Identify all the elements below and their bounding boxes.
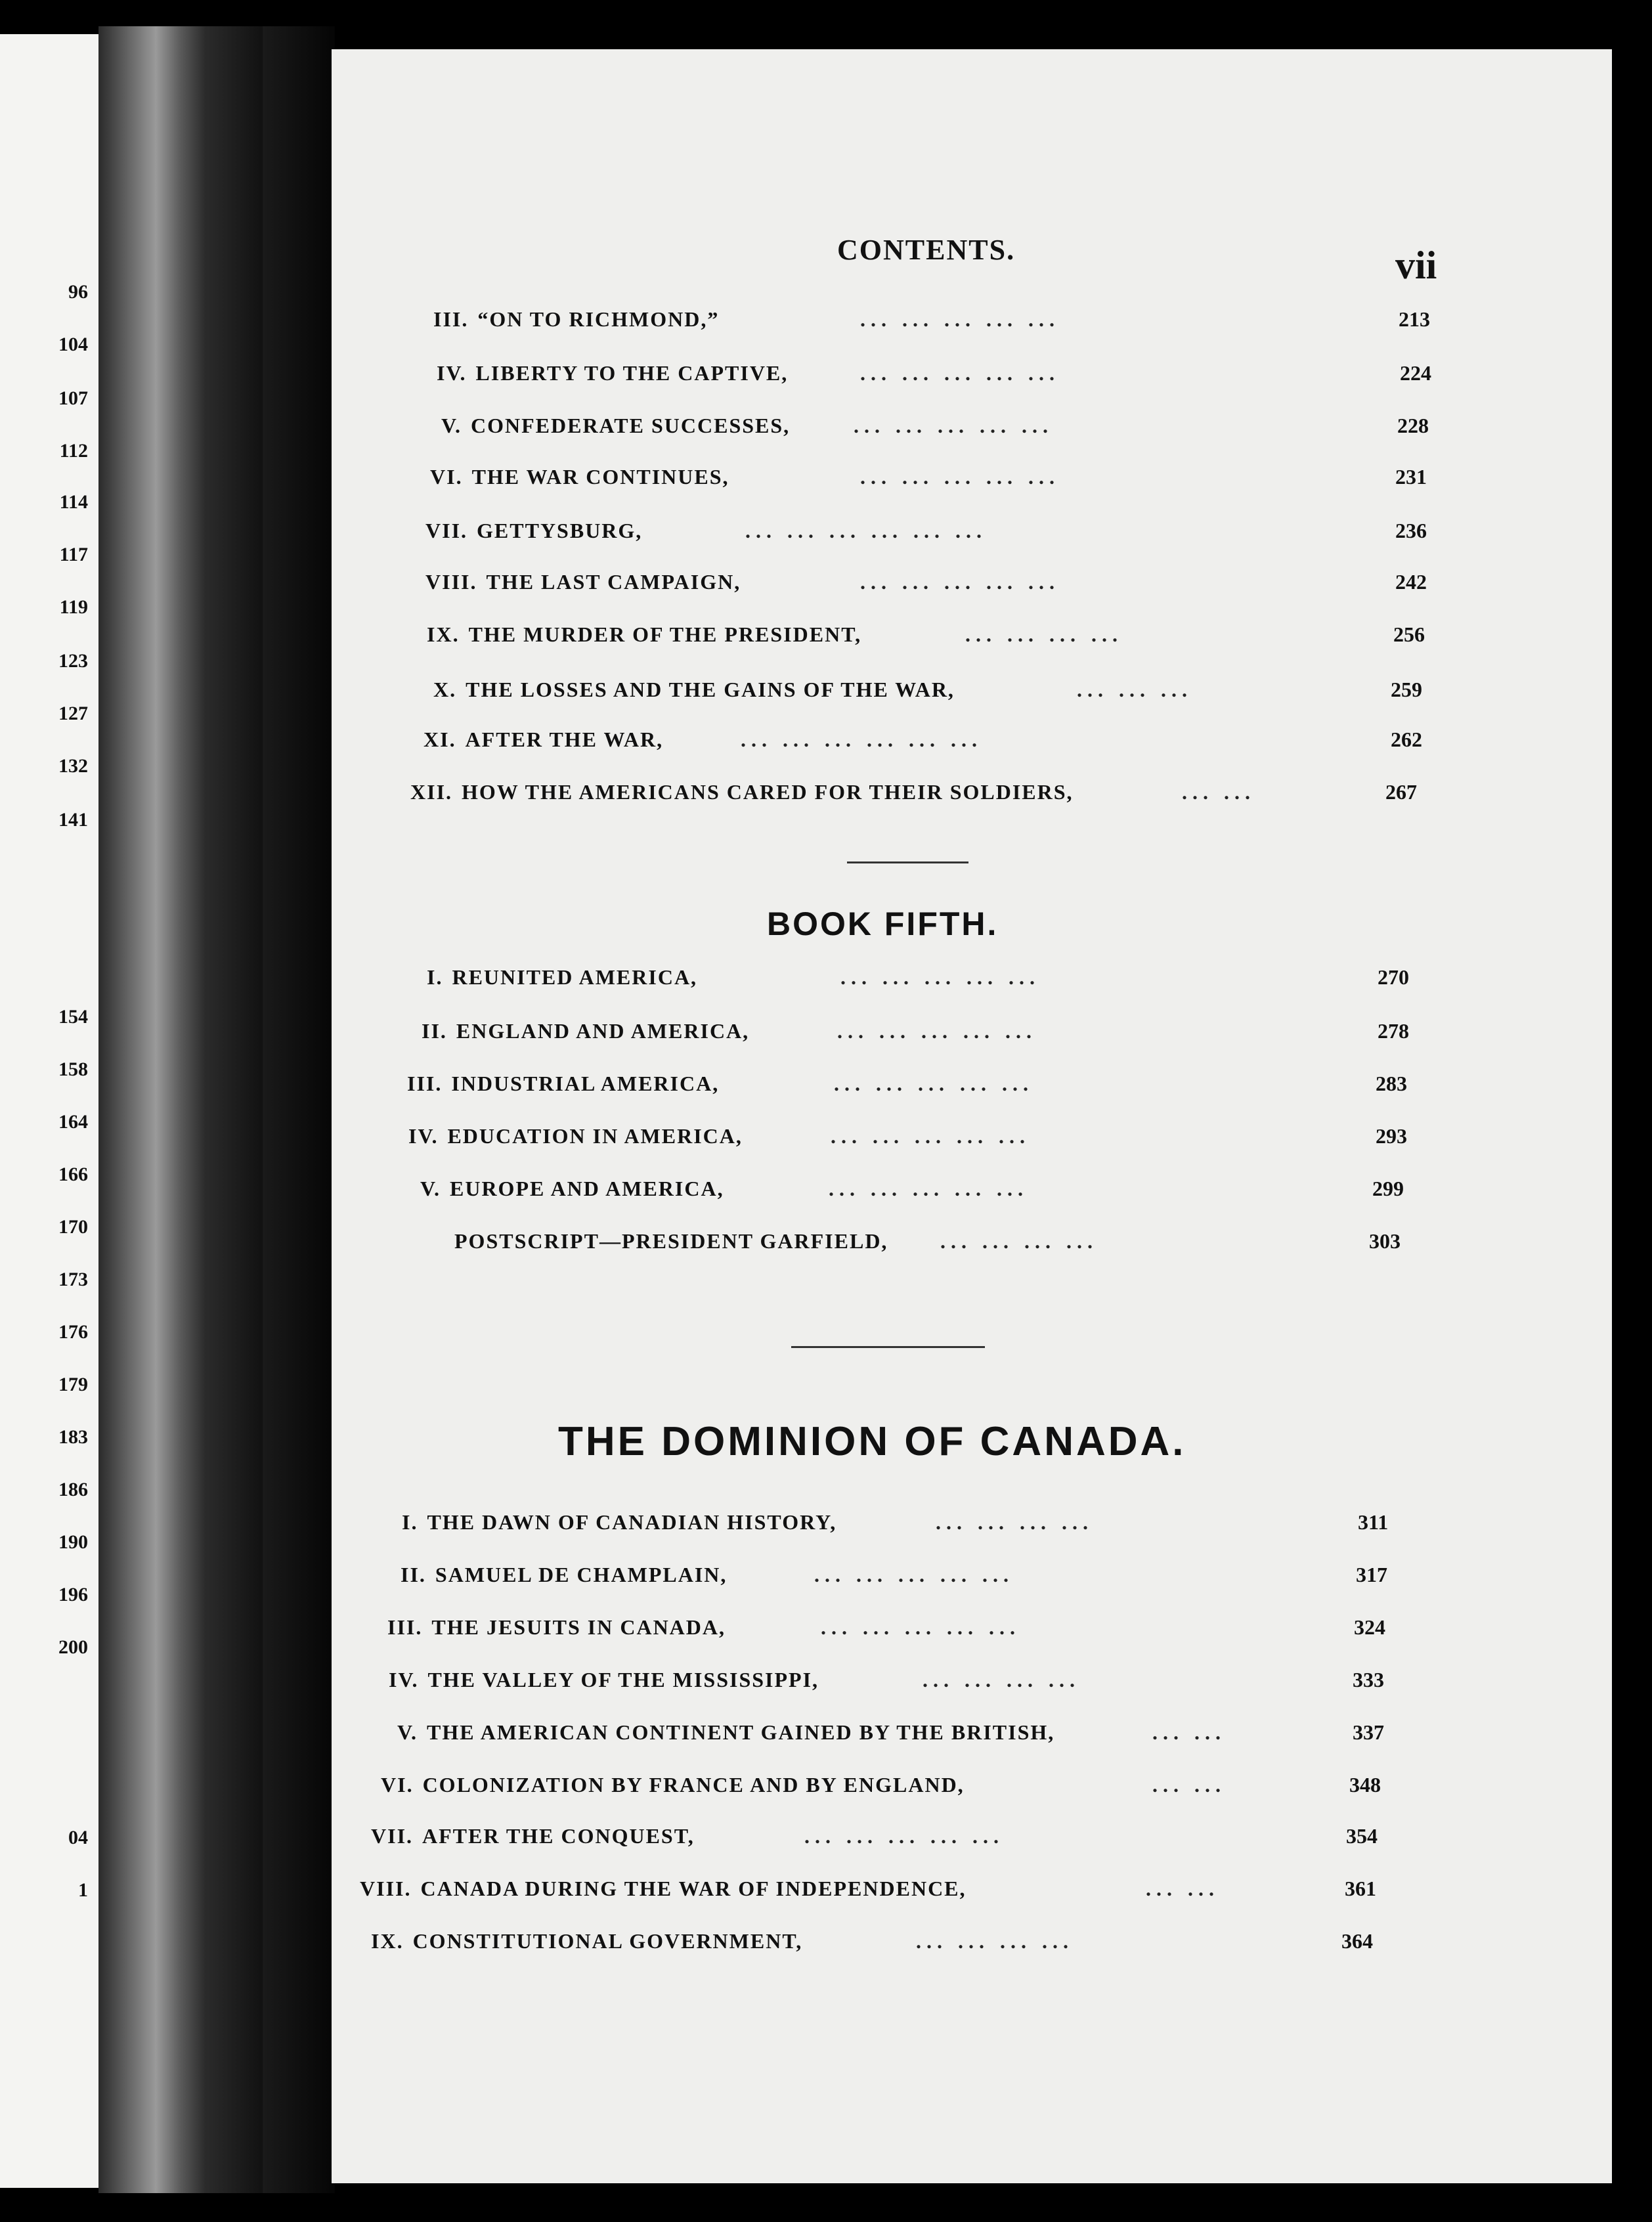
- toc-entry-title: [371, 1929, 802, 1953]
- toc-entry-title: [422, 1019, 749, 1043]
- chapter-title: AFTER THE WAR,: [465, 728, 664, 751]
- left-page-number: 123: [58, 650, 88, 672]
- toc-entry-title: [425, 570, 741, 594]
- chapter-title: THE VALLEY OF THE MISSISSIPPI,: [427, 1668, 819, 1691]
- toc-entry: [0, 307, 1652, 347]
- chapter-title: COLONIZATION BY FRANCE AND BY ENGLAND,: [422, 1773, 965, 1797]
- toc-entry-title: [410, 780, 1074, 804]
- toc-entry: [0, 1929, 1652, 1969]
- page-number: 361: [1345, 1877, 1376, 1900]
- page-number: 259: [1391, 678, 1422, 701]
- chapter-title: THE DAWN OF CANADIAN HISTORY,: [427, 1510, 837, 1534]
- running-head: CONTENTS.: [837, 234, 1016, 266]
- chapter-title: INDUSTRIAL AMERICA,: [451, 1072, 720, 1095]
- toc-entry: [0, 965, 1652, 1005]
- chapter-title: THE JESUITS IN CANADA,: [431, 1615, 726, 1639]
- toc-entry: [0, 361, 1652, 401]
- chapter-number: III.: [407, 1072, 443, 1095]
- toc-entry-title: [430, 465, 729, 489]
- chapter-number: IX.: [427, 622, 460, 646]
- chapter-title: THE MURDER OF THE PRESIDENT,: [468, 622, 862, 646]
- left-page-number: 114: [59, 491, 88, 513]
- page-number: 354: [1346, 1824, 1378, 1848]
- toc-entry-title: [433, 678, 955, 702]
- chapter-number: VI.: [381, 1773, 414, 1797]
- page-number: 242: [1395, 570, 1427, 594]
- page-number: 267: [1385, 780, 1417, 804]
- toc-entry: [0, 678, 1652, 717]
- left-page-number: 112: [59, 440, 88, 462]
- dot-leader: ... ... ... ... ...: [860, 307, 1060, 331]
- left-page-number: 164: [58, 1111, 88, 1133]
- canada-heading: THE DOMINION OF CANADA.: [558, 1419, 1186, 1464]
- dot-leader: ... ...: [1146, 1877, 1219, 1900]
- left-page-number: 96: [68, 281, 88, 303]
- toc-entry: [0, 728, 1652, 767]
- dot-leader: ... ... ...: [1077, 678, 1192, 701]
- toc-entry-title: [420, 1177, 724, 1201]
- chapter-number: IV.: [389, 1668, 419, 1691]
- chapter-title: LIBERTY TO THE CAPTIVE,: [475, 361, 789, 385]
- chapter-title: THE LAST CAMPAIGN,: [486, 570, 741, 594]
- page-number: 333: [1353, 1668, 1384, 1691]
- left-page-number: 166: [58, 1164, 88, 1185]
- page-number: 283: [1376, 1072, 1407, 1095]
- toc-entry: [0, 1668, 1652, 1707]
- page-number: 324: [1354, 1615, 1385, 1639]
- toc-entry: [0, 570, 1652, 609]
- dot-leader: ... ...: [1182, 780, 1255, 804]
- page-number: 228: [1397, 414, 1429, 437]
- toc-entry-title: [397, 1720, 1054, 1745]
- chapter-title: EUROPE AND AMERICA,: [449, 1177, 724, 1200]
- chapter-number: III.: [433, 307, 469, 331]
- dot-leader: ... ... ... ... ...: [829, 1177, 1028, 1200]
- chapter-title: SAMUEL DE CHAMPLAIN,: [435, 1563, 728, 1586]
- toc-entry-title: [454, 1229, 888, 1253]
- dot-leader: ... ... ... ... ...: [821, 1615, 1020, 1639]
- toc-entry-title: [360, 1877, 967, 1901]
- chapter-number: IV.: [437, 361, 467, 385]
- left-page-number: 119: [59, 596, 88, 618]
- chapter-number: XI.: [424, 728, 456, 751]
- toc-entry-title: [407, 1072, 719, 1096]
- page-number: 364: [1341, 1929, 1373, 1953]
- left-page-number: 173: [58, 1269, 88, 1290]
- toc-entry-title: [408, 1124, 743, 1148]
- dot-leader: ... ... ... ... ... ...: [745, 519, 987, 542]
- chapter-title: AFTER THE CONQUEST,: [422, 1824, 695, 1848]
- page-number: 262: [1391, 728, 1422, 751]
- page-number: 311: [1358, 1510, 1389, 1534]
- chapter-title: THE LOSSES AND THE GAINS OF THE WAR,: [466, 678, 955, 701]
- page-folio: vii: [1395, 244, 1437, 287]
- chapter-number: V.: [397, 1720, 418, 1744]
- toc-entry: [0, 1072, 1652, 1111]
- toc-entry-title: [402, 1510, 837, 1535]
- toc-entry: [0, 465, 1652, 504]
- page-number: 270: [1378, 965, 1409, 989]
- toc-entry: [0, 1773, 1652, 1812]
- left-page-number: 200: [58, 1636, 88, 1658]
- chapter-title: HOW THE AMERICANS CARED FOR THEIR SOLDIERS,: [462, 780, 1074, 804]
- chapter-title: CANADA DURING THE WAR OF INDEPENDENCE,: [420, 1877, 967, 1900]
- left-page-number: 158: [58, 1058, 88, 1080]
- chapter-number: V.: [441, 414, 462, 437]
- toc-entry: [0, 1124, 1652, 1164]
- dot-leader: ... ... ... ... ...: [840, 965, 1040, 989]
- toc-entry-title: [389, 1668, 819, 1692]
- toc-entry-title: [427, 965, 697, 990]
- toc-entry-title: [441, 414, 790, 438]
- toc-entry: [0, 1563, 1652, 1602]
- chapter-number: VIII.: [425, 570, 477, 594]
- left-page-number: 170: [58, 1216, 88, 1238]
- dot-leader: ... ...: [1152, 1773, 1226, 1797]
- left-page-number: 176: [58, 1321, 88, 1343]
- chapter-title: ENGLAND AND AMERICA,: [456, 1019, 750, 1043]
- chapter-title: EDUCATION IN AMERICA,: [447, 1124, 743, 1148]
- dot-leader: ... ... ... ... ...: [837, 1019, 1037, 1043]
- page-number: 299: [1372, 1177, 1404, 1200]
- left-page-number: 183: [58, 1426, 88, 1448]
- dot-leader: ... ... ... ... ...: [860, 465, 1060, 489]
- page-number: 278: [1378, 1019, 1409, 1043]
- page-number: 337: [1353, 1720, 1384, 1744]
- toc-entry-title: [425, 519, 642, 543]
- toc-entry: [0, 1877, 1652, 1916]
- toc-entry: [0, 1510, 1652, 1550]
- dot-leader: ... ... ... ...: [965, 622, 1123, 646]
- dot-leader: ... ... ... ...: [940, 1229, 1098, 1253]
- left-page-number: 104: [58, 334, 88, 355]
- page-number: 231: [1395, 465, 1427, 489]
- dot-leader: ... ...: [1152, 1720, 1226, 1744]
- chapter-number: I.: [402, 1510, 418, 1534]
- toc-entry: [0, 1720, 1652, 1760]
- page-number: 317: [1356, 1563, 1387, 1586]
- left-page-number: 117: [59, 544, 88, 565]
- toc-entry: [0, 1229, 1652, 1269]
- toc-entry: [0, 780, 1652, 819]
- toc-entry: [0, 519, 1652, 558]
- dot-leader: ... ... ... ... ...: [814, 1563, 1014, 1586]
- left-page-fragment: [0, 34, 98, 2188]
- dot-leader: ... ... ... ... ...: [860, 361, 1060, 385]
- chapter-number: VI.: [430, 465, 463, 489]
- chapter-title: CONFEDERATE SUCCESSES,: [470, 414, 791, 437]
- toc-entry: [0, 1019, 1652, 1058]
- toc-entry: [0, 414, 1652, 453]
- page-number: 224: [1400, 361, 1431, 385]
- left-page-number: 196: [58, 1584, 88, 1605]
- left-page-number: 132: [58, 755, 88, 777]
- dot-leader: ... ... ... ... ...: [854, 414, 1053, 437]
- left-page-number: 04: [68, 1827, 88, 1848]
- toc-entry-title: [381, 1773, 965, 1797]
- left-page-number: 186: [58, 1479, 88, 1500]
- dot-leader: ... ... ... ...: [916, 1929, 1074, 1953]
- section-rule: [847, 861, 968, 863]
- toc-entry: [0, 622, 1652, 662]
- chapter-title: REUNITED AMERICA,: [452, 965, 698, 989]
- chapter-number: XII.: [410, 780, 453, 804]
- toc-entry-title: [433, 307, 719, 332]
- chapter-title: GETTYSBURG,: [477, 519, 643, 542]
- chapter-number: VII.: [371, 1824, 414, 1848]
- chapter-title: THE AMERICAN CONTINENT GAINED BY THE BRITISH,: [426, 1720, 1055, 1744]
- page-number: 213: [1399, 307, 1430, 331]
- toc-entry: [0, 1824, 1652, 1863]
- left-page-number: 1: [78, 1879, 88, 1901]
- toc-entry-title: [401, 1563, 727, 1587]
- toc-entry-title: [387, 1615, 726, 1640]
- chapter-number: V.: [420, 1177, 441, 1200]
- left-page-number: 154: [58, 1006, 88, 1028]
- left-page-number: 179: [58, 1374, 88, 1395]
- chapter-number: III.: [387, 1615, 423, 1639]
- dot-leader: ... ... ... ...: [936, 1510, 1093, 1534]
- dot-leader: ... ... ... ... ...: [834, 1072, 1033, 1095]
- chapter-number: II.: [422, 1019, 447, 1043]
- page-number: 236: [1395, 519, 1427, 542]
- chapter-title: CONSTITUTIONAL GOVERNMENT,: [412, 1929, 803, 1953]
- page-number: 293: [1376, 1124, 1407, 1148]
- left-page-number: 141: [58, 809, 88, 831]
- dot-leader: ... ... ... ... ... ...: [741, 728, 982, 751]
- chapter-number: IV.: [408, 1124, 439, 1148]
- toc-entry-title: [371, 1824, 695, 1848]
- chapter-title: THE WAR CONTINUES,: [471, 465, 729, 489]
- section-rule: [791, 1346, 985, 1348]
- chapter-number: II.: [401, 1563, 426, 1586]
- toc-entry-title: [427, 622, 861, 647]
- chapter-number: VII.: [425, 519, 468, 542]
- left-page-number: 127: [58, 703, 88, 724]
- toc-entry: [0, 1615, 1652, 1655]
- page-number: 348: [1349, 1773, 1381, 1797]
- chapter-number: X.: [433, 678, 457, 701]
- chapter-number: VIII.: [360, 1877, 412, 1900]
- book-fifth-heading: BOOK FIFTH.: [767, 905, 999, 942]
- toc-entry-title: [424, 728, 663, 752]
- dot-leader: ... ... ... ... ...: [860, 570, 1060, 594]
- left-page-number: 190: [58, 1531, 88, 1553]
- toc-entry: [0, 1177, 1652, 1216]
- page-number: 303: [1369, 1229, 1401, 1253]
- chapter-number: I.: [427, 965, 443, 989]
- dot-leader: ... ... ... ... ...: [831, 1124, 1030, 1148]
- toc-entry-title: [437, 361, 788, 385]
- chapter-number: IX.: [371, 1929, 404, 1953]
- page-number: 256: [1393, 622, 1425, 646]
- dot-leader: ... ... ... ... ...: [804, 1824, 1004, 1848]
- chapter-title: POSTSCRIPT—PRESIDENT GARFIELD,: [454, 1229, 888, 1253]
- chapter-title: “ON TO RICHMOND,”: [477, 307, 720, 331]
- left-page-number: 107: [58, 387, 88, 409]
- dot-leader: ... ... ... ...: [923, 1668, 1080, 1691]
